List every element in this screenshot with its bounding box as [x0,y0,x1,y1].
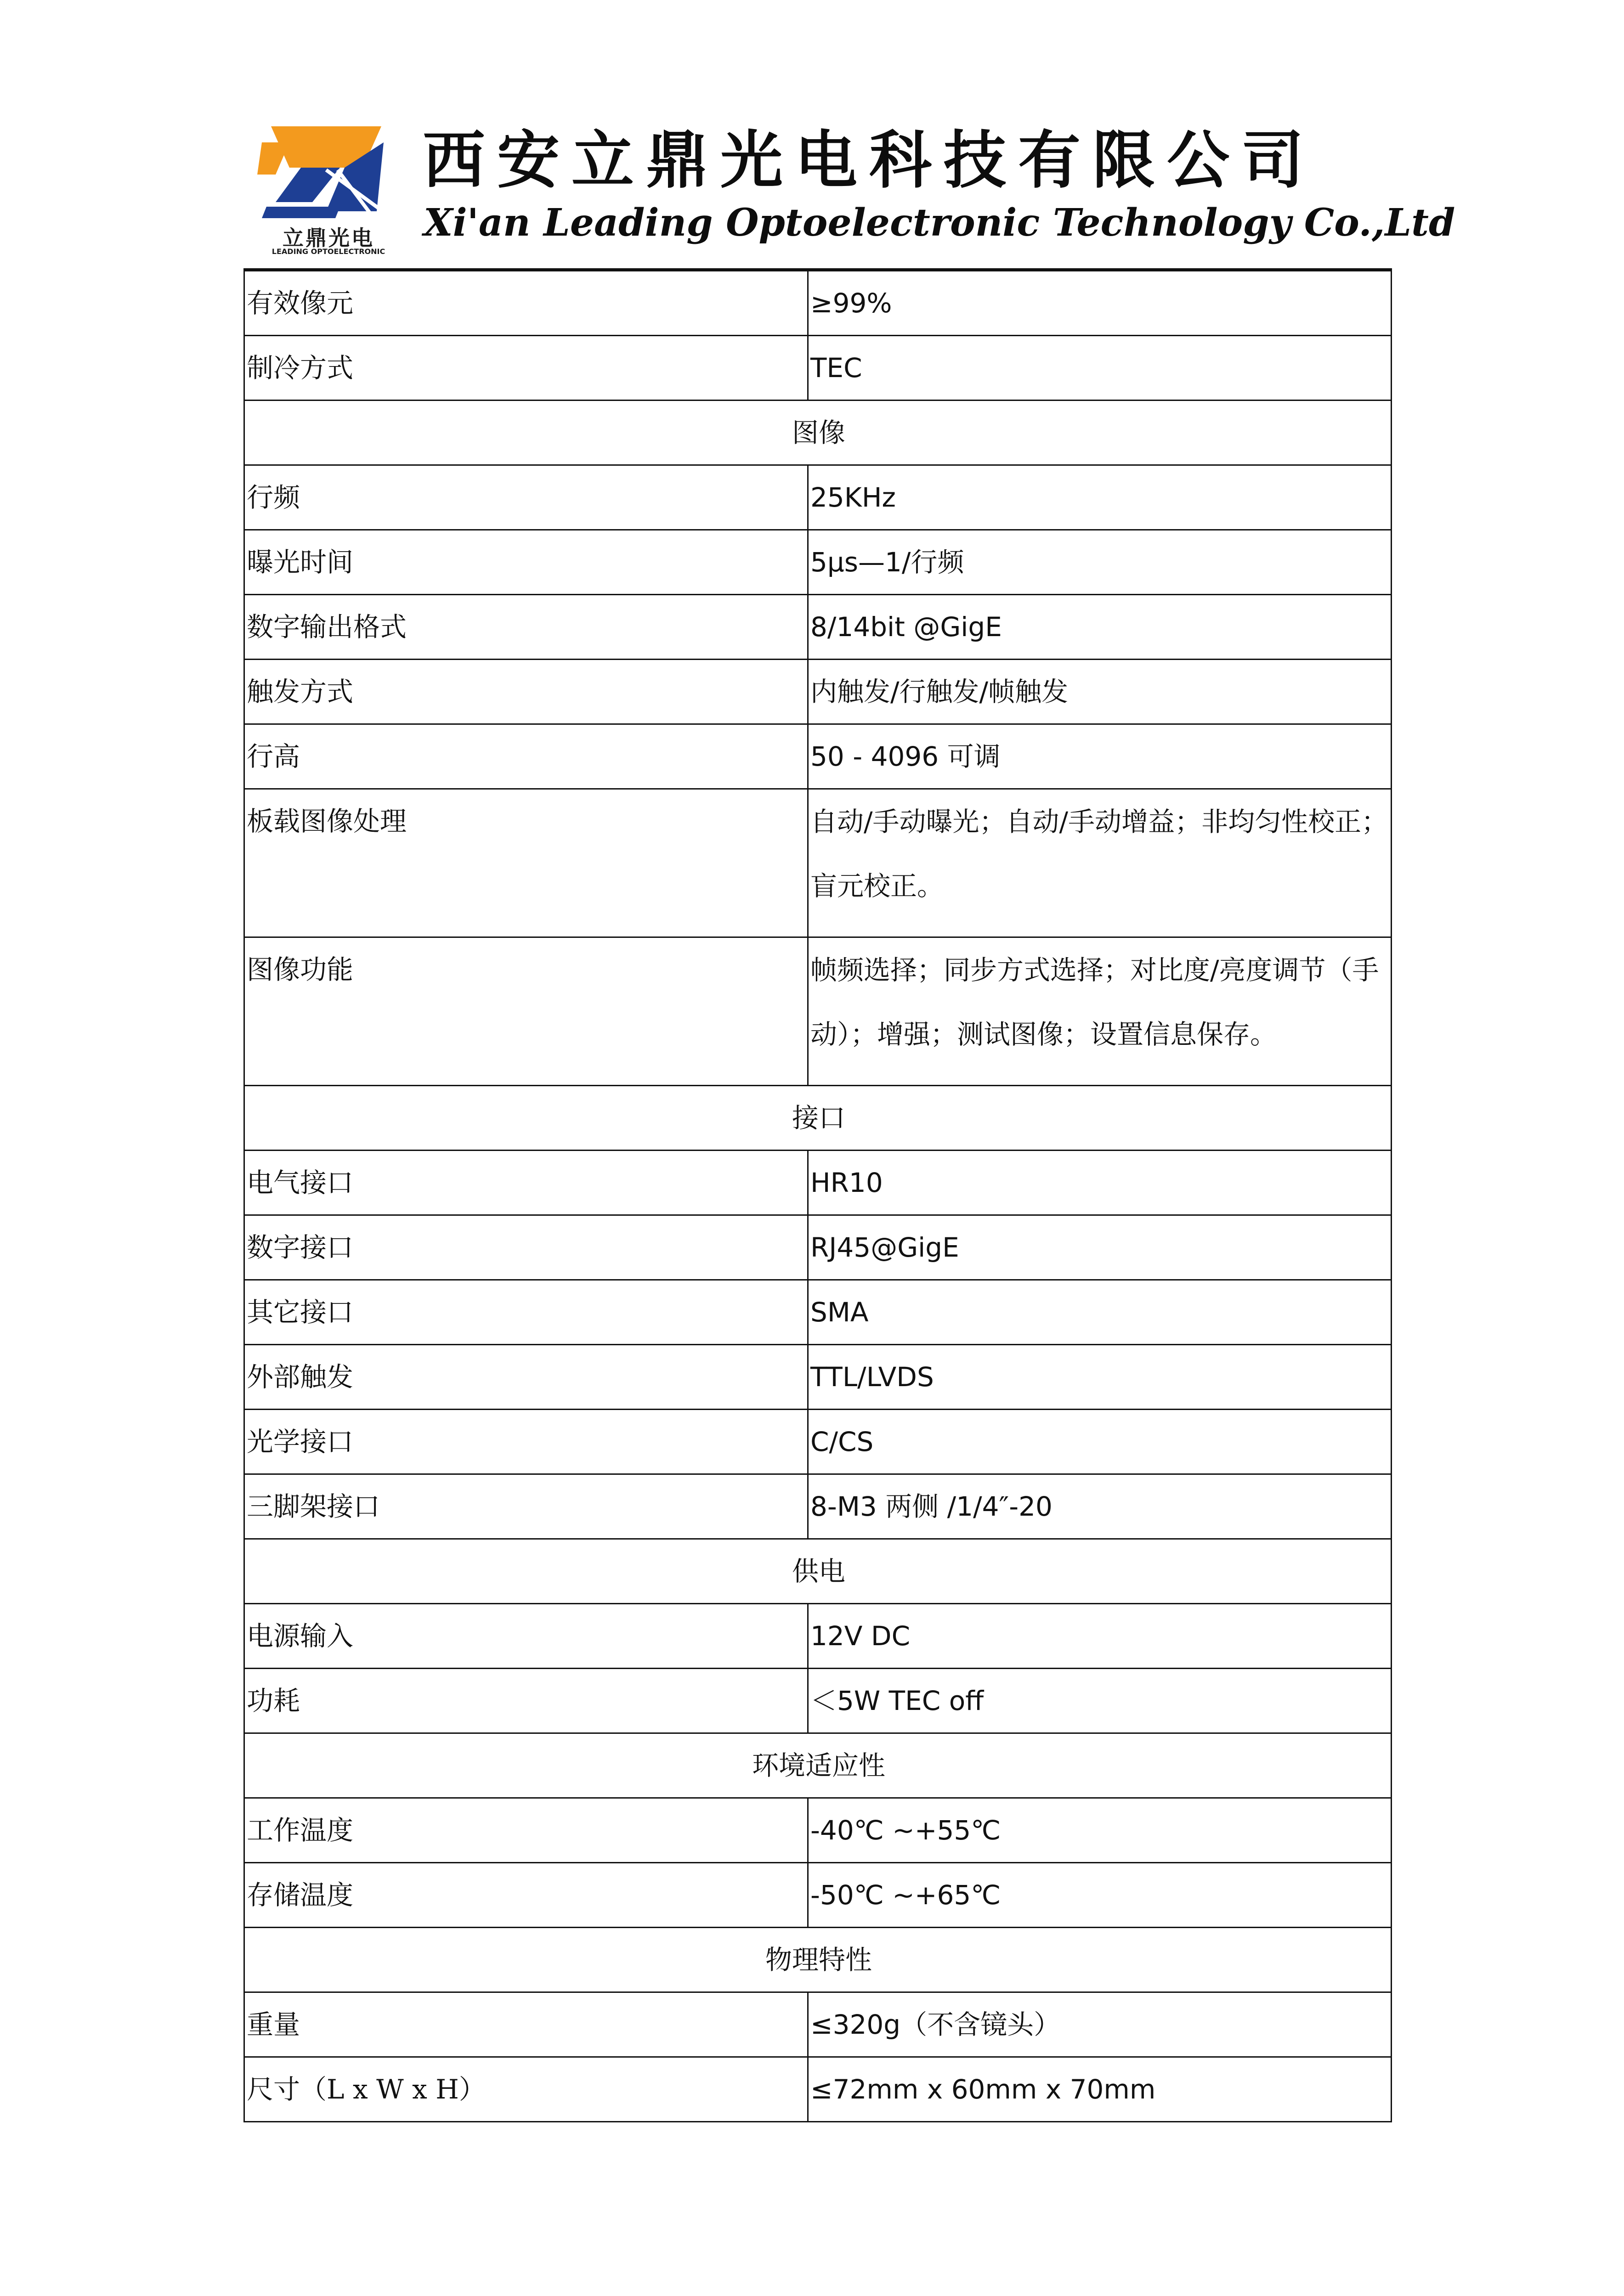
spec-label: 数字输出格式 [244,595,808,660]
spec-label: 尺寸（L x W x H） [244,2057,808,2122]
spec-value: 5μs—1/行频 [808,530,1392,595]
spec-value: 25KHz [808,465,1392,530]
spec-value: ＜5W TEC off [808,1669,1392,1733]
document-header [253,124,1455,262]
spec-label: 三脚架接口 [244,1474,808,1539]
spec-label: 存储温度 [244,1863,808,1928]
spec-row [244,1215,1392,1280]
spec-row [244,1280,1392,1345]
section-header-row [244,1539,1392,1604]
spec-row [244,465,1392,530]
spec-row [244,595,1392,660]
company-name-chinese: 西安立鼎光电科技有限公司 [423,124,1316,197]
spec-value: RJ45@GigE [808,1215,1392,1280]
spec-row [244,789,1392,937]
logo-mark-icon [257,124,390,220]
spec-label: 其它接口 [244,1280,808,1345]
spec-label: 行频 [244,465,808,530]
section-title: 供电 [244,1539,1392,1604]
spec-label: 板载图像处理 [244,789,808,937]
spec-row [244,937,1392,1086]
spec-label: 数字接口 [244,1215,808,1280]
spec-row [244,2057,1392,2122]
spec-row [244,1604,1392,1669]
spec-label: 功耗 [244,1669,808,1733]
spec-row [244,660,1392,724]
spec-row [244,1863,1392,1928]
section-header-row [244,1928,1392,1992]
spec-label: 电源输入 [244,1604,808,1669]
spec-value: -50℃ ~+65℃ [808,1863,1392,1928]
spec-row [244,271,1392,336]
spec-value: -40℃ ~+55℃ [808,1798,1392,1863]
spec-row [244,1151,1392,1215]
spec-row [244,1345,1392,1410]
section-title: 环境适应性 [244,1733,1392,1798]
spec-value: 12V DC [808,1604,1392,1669]
section-header-row [244,1733,1392,1798]
spec-label: 行高 [244,724,808,789]
spec-value: 帧频选择；同步方式选择；对比度/亮度调节（手动）；增强；测试图像；设置信息保存。 [808,937,1392,1086]
spec-value: 50 - 4096 可调 [808,724,1392,789]
spec-value: SMA [808,1280,1392,1345]
company-name-english: Xi'an Leading Optoelectronic Technology Co.,Ltd [424,201,1455,245]
spec-value: TTL/LVDS [808,1345,1392,1410]
spec-label: 工作温度 [244,1798,808,1863]
spec-label: 外部触发 [244,1345,808,1410]
section-header-row [244,401,1392,465]
spec-value: C/CS [808,1410,1392,1474]
spec-row [244,1474,1392,1539]
section-header-row [244,1086,1392,1151]
spec-value: 自动/手动曝光；自动/手动增益；非均匀性校正；盲元校正。 [808,789,1392,937]
spec-value: ≤72mm x 60mm x 70mm [808,2057,1392,2122]
spec-row [244,1669,1392,1733]
spec-label: 制冷方式 [244,336,808,401]
spec-label: 重量 [244,1992,808,2057]
section-title: 图像 [244,401,1392,465]
spec-value: HR10 [808,1151,1392,1215]
spec-value: 8/14bit @GigE [808,595,1392,660]
spec-value: ≥99% [808,271,1392,336]
spec-row [244,336,1392,401]
spec-value: 内触发/行触发/帧触发 [808,660,1392,724]
spec-row [244,1798,1392,1863]
spec-table [243,270,1392,2122]
spec-value: TEC [808,336,1392,401]
spec-label: 电气接口 [244,1151,808,1215]
spec-table-body [244,271,1392,2122]
spec-row [244,1992,1392,2057]
spec-label: 有效像元 [244,271,808,336]
logo-chinese-text: 立鼎光电 [283,226,374,250]
spec-label: 触发方式 [244,660,808,724]
section-title: 物理特性 [244,1928,1392,1992]
spec-row [244,1410,1392,1474]
section-title: 接口 [244,1086,1392,1151]
spec-label: 图像功能 [244,937,808,1086]
spec-label: 曝光时间 [244,530,808,595]
spec-value: 8-M3 两侧 /1/4″-20 [808,1474,1392,1539]
logo-english-text: LEADING OPTOELECTRONIC [272,247,385,256]
company-logo [257,124,390,262]
spec-label: 光学接口 [244,1410,808,1474]
spec-row [244,724,1392,789]
spec-value: ≤320g（不含镜头） [808,1992,1392,2057]
spec-row [244,530,1392,595]
